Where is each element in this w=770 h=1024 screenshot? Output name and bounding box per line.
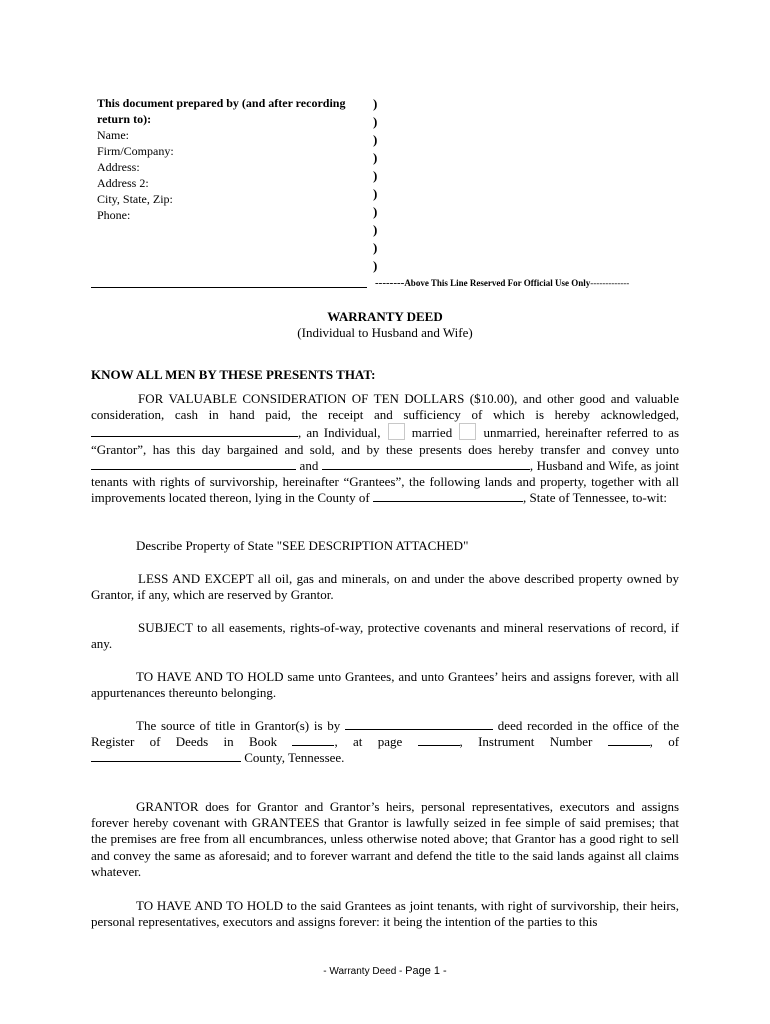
official-use-trail-dashes: ------------- [590,278,630,288]
bracket-column [373,95,377,275]
bracket: ) [373,96,378,111]
bracket: ) [373,258,378,273]
preparer-heading-line1: This document prepared by (and after recording [97,96,346,110]
describe-property-text: Describe Property of State "SEE DESCRIPTION ATTACHED" [136,538,469,553]
and-text: and [299,457,319,473]
subject-paragraph [91,620,679,652]
describe-property-paragraph [91,538,679,554]
source-part6: County, Tennessee. [244,750,345,766]
phone-label: Phone: [97,208,131,222]
source-county-blank[interactable] [91,750,241,762]
source-part2: deed recorded in the office of the Register of Deeds in Book [91,718,680,750]
husband-wife-text: , Husband and Wife, as [529,457,652,473]
joint-tenancy-text: TO HAVE AND TO HOLD to the said Grantees as joint tenants, with right of survivorship, their heirs, personal representatives, executors and assigns forever: it being the intention of the parties to this [91,898,679,930]
preparer-signature-line [91,287,367,288]
page-footer [0,965,770,977]
document-title: WARRANTY DEED [327,309,443,324]
less-except-text: LESS AND EXCEPT all oil, gas and minerals, on and under the above described property owned by Grantor, if any, which are reserved by Grantor. [91,571,679,603]
source-part1: The source of title in Grantor(s) is by [136,718,341,733]
consideration-paragraph [91,391,679,506]
covenant-text: GRANTOR does for Grantor and Grantor’s heirs, personal representatives, executors and assigns forever hereby covenant with GRANTEES that Grantor is lawfully seized in fee simple of said premises; that the premises are free from all encumbrances, unless otherwise noted above; that Grantor has a good right to sell and convey the same as aforesaid; and to forever warrant and defend the title to the said lands against all claims whatever. [91,799,679,879]
habendum-paragraph [91,669,679,701]
habendum-text: TO HAVE AND TO HOLD same unto Grantees, and unto Grantees’ heirs and assigns forever, with all appurtenances thereunto belonging. [91,669,679,701]
county-blank[interactable] [373,490,523,502]
official-use-line [375,277,629,289]
covenant-paragraph [91,799,679,880]
address2-label: Address 2: [97,176,149,190]
consideration-line1: FOR VALUABLE CONSIDERATION OF TEN DOLLARS ($10.00), and other good and valuable consideration, cash in hand paid, the receipt and sufficiency of which is hereby acknowledged, [91,391,679,423]
unmarried-checkbox[interactable] [459,423,476,440]
document-subtitle: (Individual to Husband and Wife) [297,325,473,340]
source-part3: , at page [334,734,403,750]
bracket: ) [373,168,378,183]
source-part4: , Instrument Number [459,734,593,750]
preparer-heading-line2: return to): [97,112,152,126]
bracket: ) [373,240,378,255]
married-checkbox[interactable] [388,423,405,440]
bracket: ) [373,186,378,201]
official-use-lead-dashes: -------- [375,277,405,289]
grantor-text: “Grantor”, has this day bargained and sold, and by these presents does hereby transfer and convey unto [91,441,679,457]
unmarried-label: unmarried, hereinafter referred to as [483,425,680,441]
grantee2-name-blank[interactable] [322,458,530,470]
preparer-block [97,95,367,223]
bracket: ) [373,150,378,165]
grantor-name-blank[interactable] [91,425,298,437]
footer-label: - Warranty Deed - [323,966,403,977]
instrument-number-blank[interactable] [608,734,650,746]
bracket: ) [373,204,378,219]
source-part5: , of [649,734,680,750]
address-label: Address: [97,160,140,174]
deed-type-blank[interactable] [345,718,493,730]
married-label: married [411,425,453,441]
footer-page-number: Page 1 - [405,965,447,977]
know-all-men-heading: KNOW ALL MEN BY THESE PRESENTS THAT: [91,367,376,382]
less-except-paragraph [91,571,679,603]
bracket: ) [373,132,378,147]
page-blank[interactable] [418,734,460,746]
joint-tenancy-paragraph [91,898,679,930]
bracket: ) [373,222,378,237]
name-label: Name: [97,128,129,142]
individual-text: , an Individual, [298,425,381,441]
grantee1-name-blank[interactable] [91,458,296,470]
joint-tenants-text: joint tenants with rights of survivorship, hereinafter “Grantees”, the following lands and property, together with all improvements located thereon, lying in the County of [91,457,679,506]
state-text: , State of Tennessee, to-wit: [522,490,667,506]
official-use-text: Above This Line Reserved For Official Use Only [404,278,591,288]
bracket: ) [373,114,378,129]
city-state-zip-label: City, State, Zip: [97,192,173,206]
source-of-title-paragraph [91,718,679,767]
book-blank[interactable] [292,734,334,746]
subject-text: SUBJECT to all easements, rights-of-way, protective covenants and mineral reservations of record, if any. [91,620,679,652]
firm-label: Firm/Company: [97,144,174,158]
